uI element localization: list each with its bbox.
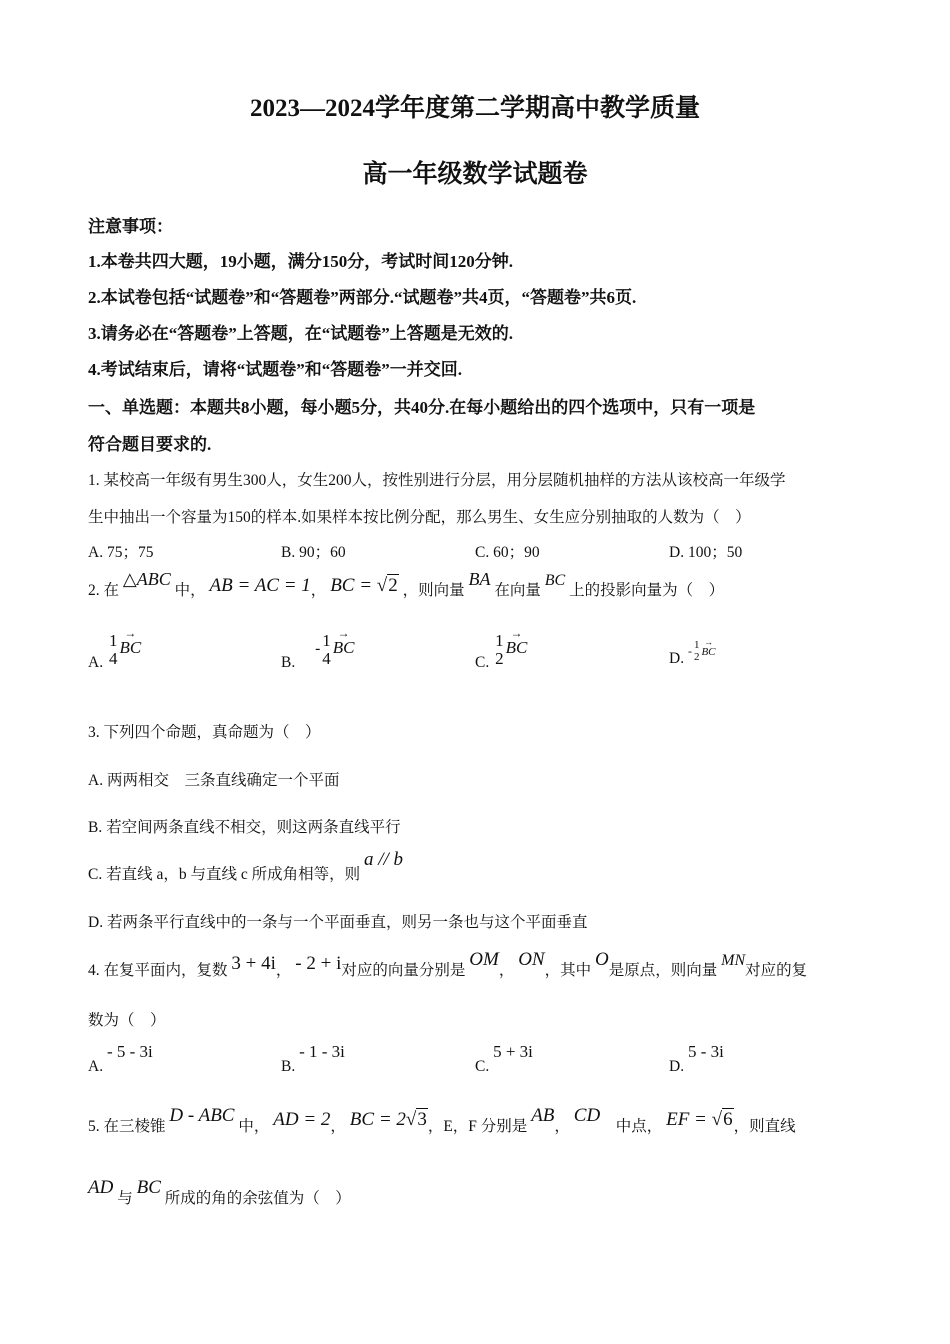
question-4-text: 对应的复 [745, 962, 808, 979]
question-4-option-a [88, 1042, 153, 1075]
question-2-option-c [475, 626, 528, 672]
option-label: B. [281, 1058, 296, 1075]
notice-item-1: 1.本卷共四大题，19小题，满分150分，考试时间120分钟. [88, 252, 513, 271]
vector-arrow-icon: → [510, 626, 523, 641]
vector-label: BC [332, 638, 355, 658]
option-label: C. [475, 1058, 490, 1075]
vector-label: BC [701, 646, 716, 659]
equation-ad: AD = 2 [273, 1109, 331, 1130]
question-5-stem [88, 1105, 868, 1137]
radicand: 2 [388, 575, 398, 596]
option-label: D. [669, 650, 685, 668]
question-4-option-d [669, 1042, 724, 1075]
minus-sign: - [315, 640, 321, 658]
segment-ab: AB [531, 1105, 555, 1126]
question-5-text: 与 [117, 1190, 133, 1207]
parallel-relation: a // b [363, 849, 404, 870]
vector-bc [701, 637, 716, 659]
option-label: D. [669, 1058, 685, 1075]
vector-arrow-icon: → [124, 626, 137, 641]
question-2-text: 在向量 [494, 582, 541, 599]
question-4-stem-cont: 数为（ ） [88, 1012, 166, 1029]
sqrt-symbol: √6 [711, 1109, 733, 1130]
equation-bc [330, 575, 399, 596]
comma: ， [310, 582, 327, 599]
minus-sign: - [687, 644, 692, 659]
equation-ef-left: EF = [666, 1109, 712, 1130]
equation-bc-left: BC = 2 [349, 1109, 406, 1130]
numerator: 1 [322, 631, 331, 650]
fraction [495, 632, 504, 668]
question-3-option-d: D. 若两条平行直线中的一条与一个平面垂直，则另一条也与这个平面垂直 [88, 914, 588, 931]
question-1-option-b: B. 90；60 [281, 544, 346, 561]
radicand: 6 [723, 1109, 733, 1130]
fraction [694, 640, 700, 663]
question-5-text: 中点， [600, 1118, 663, 1135]
question-1-option-c: C. 60；90 [475, 544, 540, 561]
numerator: 1 [495, 631, 504, 650]
sqrt-symbol: √2 [376, 575, 398, 596]
vector-bc [505, 626, 528, 658]
vector-bc: BC [544, 572, 566, 589]
notice-item-3: 3.请务必在“答题卷”上答题，在“试题卷”上答题是无效的. [88, 324, 513, 343]
vector-om: OM [469, 949, 499, 970]
exam-subtitle: 高一年级数学试题卷 [362, 161, 588, 188]
question-2-option-d [669, 637, 716, 668]
question-2-option-a [88, 626, 142, 672]
denominator: 2 [693, 650, 700, 663]
question-4-prefix: 4. 在复平面内，复数 [88, 962, 228, 979]
question-2-text: ，则向量 [402, 582, 465, 599]
question-3-option-c [88, 849, 868, 885]
equation-ab-ac: AB = AC = 1 [209, 575, 311, 596]
vector-arrow-icon: → [337, 626, 350, 641]
option-label: A. [88, 1058, 104, 1075]
question-5-text: ，则直线 [733, 1118, 796, 1135]
question-4-stem [88, 949, 868, 981]
comma: ， [554, 1118, 570, 1135]
numerator: 1 [693, 639, 700, 651]
numerator: 1 [108, 631, 118, 650]
complex-number-2: - 2 + i [295, 953, 342, 974]
origin-o: O [595, 949, 609, 970]
denominator: 4 [322, 648, 331, 668]
equation-ef [666, 1109, 733, 1130]
question-5-text: 中， [238, 1118, 270, 1135]
vector-label: BC [119, 638, 142, 658]
question-5-stem-cont [88, 1177, 868, 1209]
question-2-text: 上的投影向量为（ ） [569, 582, 725, 599]
denominator: 4 [108, 648, 118, 668]
sqrt-symbol: √3 [405, 1109, 427, 1130]
vector-bc [119, 626, 142, 658]
option-c-text: C. 若直线 a，b 与直线 c 所成角相等，则 [88, 866, 361, 883]
question-1-line-2: 生中抽出一个容量为150的样本.如果样本按比例分配，那么男生、女生应分别抽取的人数为（ ） [88, 509, 751, 526]
option-value: 5 + 3i [493, 1042, 533, 1061]
question-5-text: 所成的角的余弦值为（ ） [164, 1190, 351, 1207]
tetrahedron-d-abc: D - ABC [169, 1105, 235, 1126]
question-3-option-a: A. 两两相交 三条直线确定一个平面 [88, 772, 340, 789]
question-1-option-a: A. 75；75 [88, 544, 154, 561]
line-bc: BC [136, 1177, 161, 1198]
option-label: B. [281, 654, 296, 672]
question-2-option-b [281, 626, 355, 672]
question-5-prefix: 5. 在三棱锥 [88, 1118, 166, 1135]
section-1-heading-cont: 符合题目要求的. [88, 435, 212, 454]
question-3-option-b: B. 若空间两条直线不相交，则这两条直线平行 [88, 819, 401, 836]
question-4-text: 是原点，则向量 [608, 962, 718, 979]
comma: ， [275, 962, 292, 979]
question-2-text: 中， [174, 582, 206, 599]
option-value: - 1 - 3i [299, 1042, 345, 1061]
notice-item-4: 4.考试结束后，请将“试题卷”和“答题卷”一并交回. [88, 360, 462, 379]
vector-mn: MN [721, 952, 746, 969]
question-2-stem [88, 569, 868, 601]
vector-on: ON [518, 949, 545, 970]
question-4-text: ，其中 [544, 962, 592, 979]
option-label: A. [88, 654, 104, 672]
question-4-option-c [475, 1042, 533, 1075]
segment-cd: CD [573, 1105, 601, 1126]
line-ad: AD [88, 1177, 114, 1198]
equation-bc-left: BC = [330, 575, 377, 596]
triangle-abc: △ABC [122, 569, 171, 589]
option-label: C. [475, 654, 490, 672]
denominator: 2 [495, 648, 504, 668]
fraction [322, 632, 331, 668]
option-value: - 5 - 3i [106, 1042, 153, 1061]
question-4-option-b [281, 1042, 345, 1075]
complex-number-1: 3 + 4i [231, 953, 276, 974]
comma: ， [330, 1118, 346, 1135]
question-4-text: 对应的向量分别是 [341, 962, 466, 979]
section-1-heading: 一、单选题：本题共8小题，每小题5分，共40分.在每小题给出的四个选项中，只有一项是 [88, 398, 756, 417]
question-2-prefix: 2. 在 [88, 582, 120, 599]
radicand: 3 [417, 1109, 427, 1130]
question-1-option-d: D. 100；50 [669, 544, 743, 561]
vector-ba: BA [468, 569, 491, 589]
question-3-stem: 3. 下列四个命题，真命题为（ ） [88, 724, 321, 741]
comma: ， [498, 962, 515, 979]
question-5-text: ，E，F 分别是 [427, 1118, 528, 1135]
vector-arrow-icon: → [703, 637, 713, 648]
equation-bc [350, 1109, 428, 1130]
notice-item-2: 2.本试卷包括“试题卷”和“答题卷”两部分.“试题卷”共4页，“答题卷”共6页. [88, 288, 637, 307]
question-1-line-1: 1. 某校高一年级有男生300人，女生200人，按性别进行分层，用分层随机抽样的方法从该校高一年级学 [88, 472, 786, 489]
vector-label: BC [505, 638, 528, 658]
exam-title: 2023—2024学年度第二学期高中教学质量 [249, 95, 700, 122]
fraction [109, 632, 118, 668]
vector-bc [332, 626, 355, 658]
option-value: 5 - 3i [687, 1042, 724, 1061]
notice-heading: 注意事项： [88, 217, 173, 236]
